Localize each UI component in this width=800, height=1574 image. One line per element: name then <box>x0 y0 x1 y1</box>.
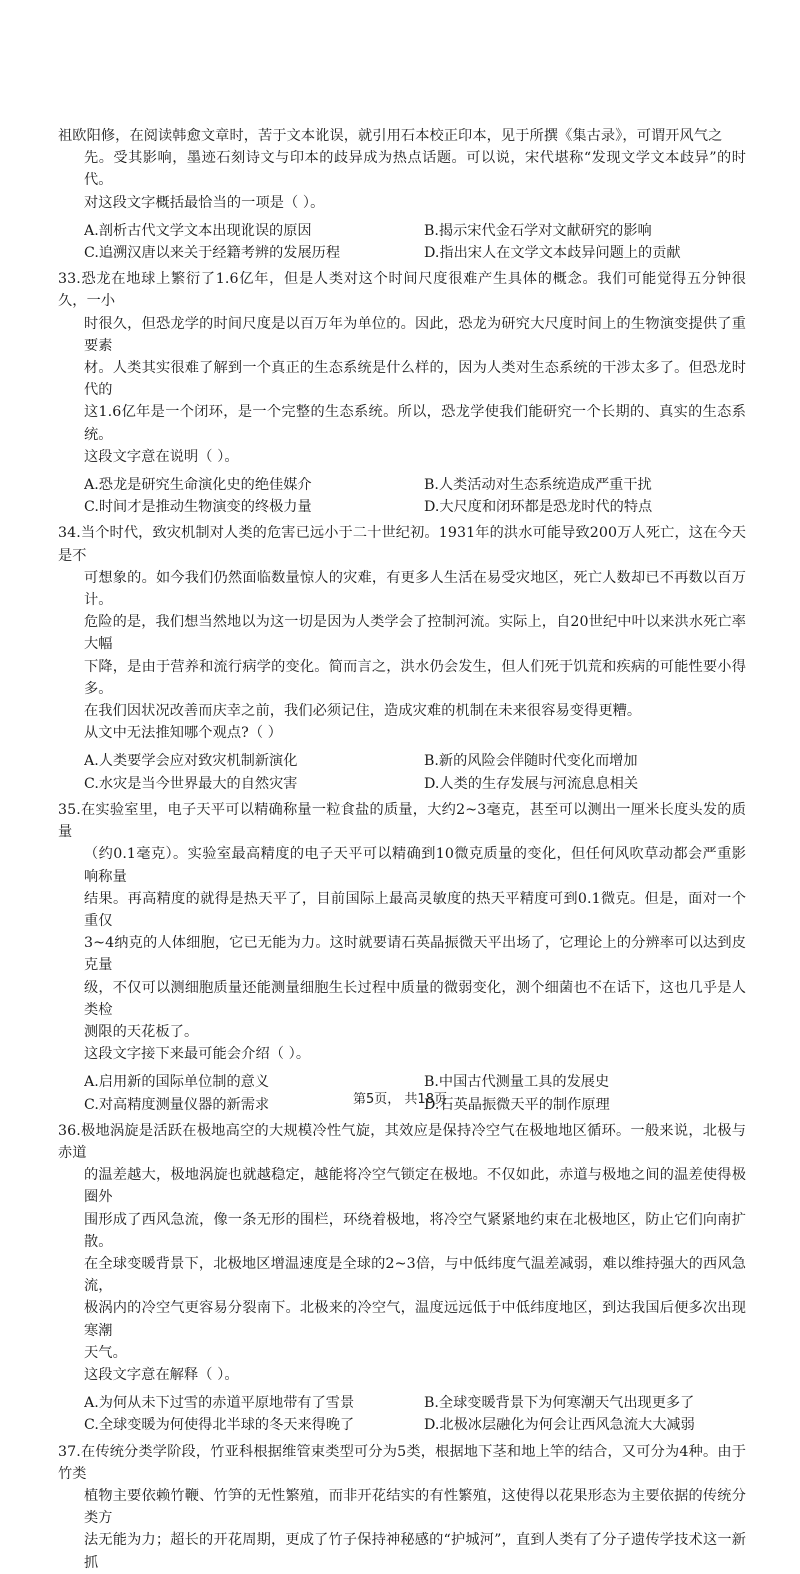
question-text-line: 33.恐龙在地球上繁衍了1.6亿年，但是人类对这个时间尺度很难产生具体的概念。我们可能觉得五分钟很久，一小 <box>58 271 746 310</box>
option-b: B.全球变暖背景下为何寒潮天气出现更多了 <box>424 1395 695 1412</box>
option-a: A.恐龙是研究生命演化史的绝佳媒介 <box>84 477 312 494</box>
answer-options <box>58 474 746 518</box>
question-prompt: 对这段文字概括最恰当的一项是（ ）。 <box>84 194 325 211</box>
option-c: C.全球变暖为何使得北半球的冬天来得晚了 <box>84 1417 355 1434</box>
question-34 <box>58 522 746 794</box>
question-text-line: 极涡内的冷空气更容易分裂南下。北极来的冷空气，温度远远低于中低纬度地区，到达我国后便多次出现寒潮 <box>84 1300 746 1339</box>
option-a: A.人类要学会应对致灾机制新演化 <box>84 753 298 770</box>
question-text-line: 在全球变暖背景下，北极地区增温速度是全球的2~3倍，与中低纬度气温差减弱，难以维持强大的西风急流， <box>84 1255 746 1295</box>
question-text-line: 37.在传统分类学阶段，竹亚科根据维管束类型可分为5类，根据地下茎和地上竿的结合，又可分为4种。由于竹类 <box>58 1443 746 1482</box>
question-text-line: 36.极地涡旋是活跃在极地高空的大规模冷性气旋，其效应是保持冷空气在极地地区循环。一般来说，北极与赤道 <box>58 1122 746 1161</box>
answer-options <box>58 220 746 264</box>
answer-options <box>58 1392 746 1436</box>
page-content <box>58 121 746 1574</box>
question-text-line: 时很久，但恐龙学的时间尺度是以百万年为单位的。因此，恐龙为研究大尺度时间上的生物演变提供了重要素 <box>84 315 746 354</box>
question-prompt: 从文中无法推知哪个观点?（ ） <box>84 725 283 742</box>
question-text-line: 34.当个时代，致灾机制对人类的危害已远小于二十世纪初。1931年的洪水可能导致200万人死亡，这在今天是不 <box>58 525 746 564</box>
option-d: D.指出宋人在文学文本歧异问题上的贡献 <box>424 245 681 262</box>
question-continued <box>58 125 746 264</box>
question-text-line: 在我们因状况改善而庆幸之前，我们必须记住，造成灾难的机制在未来很容易变得更糟。 <box>84 703 642 720</box>
question-33 <box>58 268 746 518</box>
question-text-line: 材。人类其实很难了解到一个真正的生态系统是什么样的，因为人类对生态系统的干涉太多了。但恐龙时代的 <box>84 360 746 399</box>
question-35 <box>58 799 746 1116</box>
question-text-line: 先。受其影响，墨迹石刻诗文与印本的歧异成为热点话题。可以说，宋代堪称“发现文学文本歧异”的时代。 <box>84 150 746 189</box>
question-text-line: 的温差越大，极地涡旋也就越稳定，越能将冷空气锁定在极地。不仅如此，赤道与极地之间的温差使得极圈外 <box>84 1167 746 1206</box>
option-c: C.水灾是当今世界最大的自然灾害 <box>84 775 298 792</box>
option-d: D.北极冰层融化为何会让西风急流大大减弱 <box>424 1417 695 1434</box>
option-d: D.石英晶振微天平的制作原理 <box>424 1096 610 1113</box>
question-text-line: 3~4纳克的人体细胞，它已无能为力。这时就要请石英晶振微天平出场了，它理论上的分辨率可以达到皮克量 <box>84 935 746 974</box>
question-text-line: 结果。再高精度的就得是热天平了，目前国际上最高灵敏度的热天平精度可到0.1微克。但是，面对一个重仅 <box>84 890 746 929</box>
question-text-line: 35.在实验室里，电子天平可以精确称量一粒食盐的质量，大约2~3毫克，甚至可以测出一厘米长度头发的质量 <box>58 801 746 841</box>
question-text-line: 祖欧阳修，在阅读韩愈文章时，苦于文本讹误，就引用石本校正印本，见于所撰《集古录》，可谓开风气之 <box>58 128 723 144</box>
question-37 <box>58 1441 746 1574</box>
question-text-line: 可想象的。如今我们仍然面临数量惊人的灾难，有更多人生活在易受灾地区，死亡人数却已不再数以百万计。 <box>84 569 746 609</box>
question-text-line: 级，不仅可以测细胞质量还能测量细胞生长过程中质量的微弱变化，测个细菌也不在话下，这也几乎是人类检 <box>84 979 746 1018</box>
option-b: B.新的风险会伴随时代变化而增加 <box>424 753 638 770</box>
question-prompt: 这段文字意在解释（ ）。 <box>84 1366 239 1383</box>
option-b: B.中国古代测量工具的发展史 <box>424 1074 610 1091</box>
option-a: A.启用新的国际单位制的意义 <box>84 1074 270 1091</box>
question-text-line: 测限的天花板了。 <box>84 1023 199 1040</box>
option-c: C.对高精度测量仪器的新需求 <box>84 1096 270 1113</box>
question-prompt: 这段文字意在说明（ ）。 <box>84 448 239 465</box>
option-c: C.时间才是推动生物演变的终极力量 <box>84 499 312 516</box>
answer-options <box>58 750 746 794</box>
page-number: 第5页， 共18页 <box>353 1092 447 1107</box>
question-text-line: （约0.1毫克）。实验室最高精度的电子天平可以精确到10微克质量的变化，但任何风吹草动都会严重影响称量 <box>84 846 746 885</box>
option-d: D.大尺度和闭环都是恐龙时代的特点 <box>424 499 653 516</box>
question-text-line: 法无能为力；超长的开花周期，更成了竹子保持神秘感的“护城河”，直到人类有了分子遗传学技术这一新抓 <box>84 1532 746 1571</box>
question-prompt: 这段文字接下来最可能会介绍（ ）。 <box>84 1046 311 1063</box>
question-text-line: 围形成了西风急流，像一条无形的围栏，环绕着极地，将冷空气紧紧地约束在北极地区，防止它们向南扩散。 <box>84 1211 746 1250</box>
option-d: D.人类的生存发展与河流息息相关 <box>424 775 639 792</box>
question-text-line: 天气。 <box>84 1344 127 1361</box>
option-c: C.追溯汉唐以来关于经籍考辨的发展历程 <box>84 245 341 262</box>
question-text-line: 植物主要依赖竹鞭、竹笋的无性繁殖，而非开花结实的有性繁殖，这使得以花果形态为主要依据的传统分类方 <box>84 1487 746 1527</box>
question-text-line: 下降，是由于营养和流行病学的变化。简而言之，洪水仍会发生，但人们死于饥荒和疾病的可能性要小得多。 <box>84 658 746 697</box>
option-a: A.剖析古代文学文本出现讹误的原因 <box>84 222 312 239</box>
question-text-line: 危险的是，我们想当然地以为这一切是因为人类学会了控制河流。实际上，自20世纪中叶以来洪水死亡率大幅 <box>84 614 746 653</box>
option-a: A.为何从未下过雪的赤道平原地带有了雪景 <box>84 1395 355 1412</box>
option-b: B.人类活动对生态系统造成严重干扰 <box>424 477 652 494</box>
question-36 <box>58 1120 746 1437</box>
option-b: B.揭示宋代金石学对文献研究的影响 <box>424 222 652 239</box>
question-text-line: 这1.6亿年是一个闭环，是一个完整的生态系统。所以，恐龙学使我们能研究一个长期的、真实的生态系统。 <box>84 404 746 443</box>
